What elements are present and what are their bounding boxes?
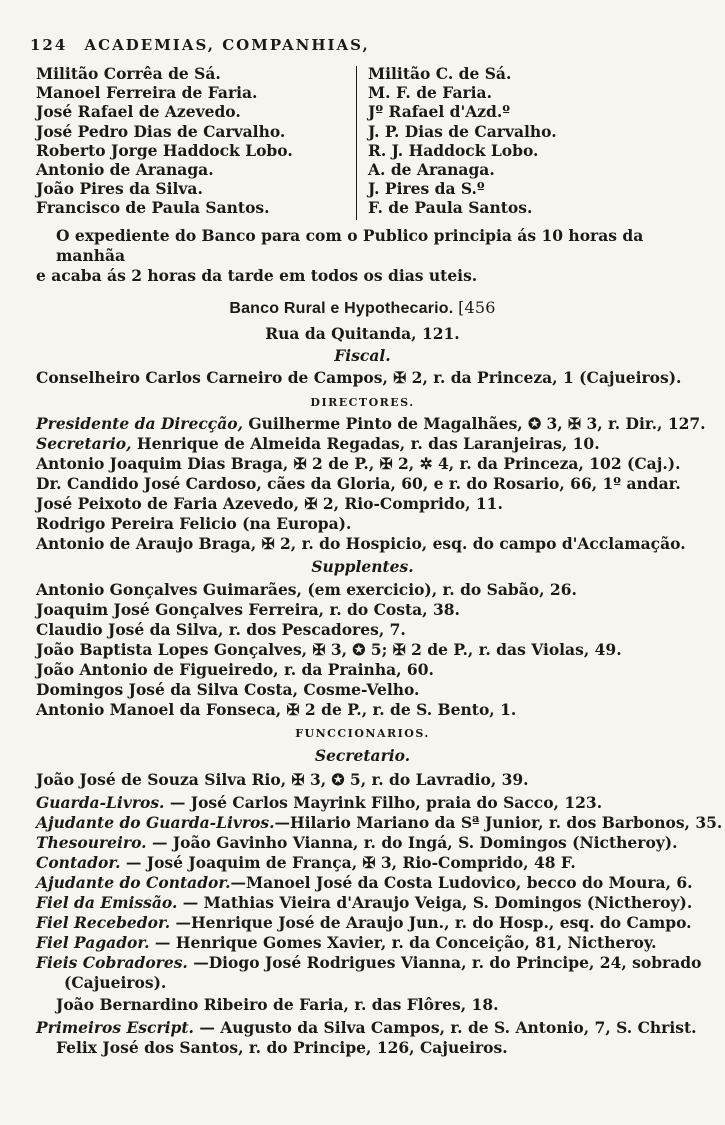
escript-continuation: Felix José dos Santos, r. do Principe, 126, Cajueiros. [56, 1038, 508, 1057]
director-entry: Rodrigo Pereira Felicio (na Europa). [36, 514, 352, 533]
director-details: Henrique de Almeida Regadas, r. das Laranjeiras, 10. [136, 434, 600, 453]
director-entry: Dr. Candido José Cardoso, cães da Gloria, 60, e r. do Rosario, 66, 1º andar. [36, 474, 681, 493]
signatory-abbrev: Jº Rafael d'Azd.º [368, 102, 511, 122]
staff-role: Fiel Pagador. [36, 933, 150, 952]
staff-entry [36, 893, 693, 912]
fiscal-entry: Conselheiro Carlos Carneiro de Campos, ✠ 2, r. da Princeza, 1 (Cajueiros). [36, 368, 682, 387]
running-header [30, 36, 690, 54]
signatory-name: Antonio de Aranaga. [36, 160, 214, 180]
running-title: ACADEMIAS, COMPANHIAS, [84, 36, 370, 54]
staff-entry [36, 953, 702, 972]
signatory-name: Manoel Ferreira de Faria. [36, 83, 258, 103]
signatory-abbrev: J. P. Dias de Carvalho. [368, 121, 557, 141]
secretario-entry: João José de Souza Silva Rio, ✠ 3, ✪ 5, r. do Lavradio, 39. [36, 770, 529, 789]
staff-entry [36, 933, 686, 952]
staff-continuation: (Cajueiros). [64, 973, 167, 992]
staff-details: — José Joaquim de França, ✠ 3, Rio-Comprido, 48 F. [120, 853, 576, 872]
staff-details: —Hilario Mariano da Sª Junior, r. dos Barbonos, 35. [274, 813, 723, 832]
staff-role: Contador. [36, 853, 121, 872]
supplentes-heading: Supplentes. [311, 557, 414, 576]
bank-name: Banco Rural e Hypothecario. [229, 300, 454, 317]
supplente-entry: João Antonio de Figueiredo, r. da Prainha, 60. [36, 660, 434, 679]
signatory-name: João Pires da Silva. [36, 179, 203, 199]
staff-entry [36, 853, 686, 872]
staff-entry [36, 873, 693, 892]
staff-details: — Henrique Gomes Xavier, r. da Conceição, 81, Nictheroy. [149, 933, 657, 952]
supplente-entry: Claudio José da Silva, r. dos Pescadores, 7. [36, 620, 406, 639]
paragraph-line: O expediente do Banco para com o Publico principia ás 10 horas da manhãa [56, 226, 644, 265]
funccionarios-heading: FUNCCIONARIOS. [295, 727, 430, 740]
opening-hours-paragraph [36, 226, 686, 286]
staff-entry [36, 793, 686, 812]
signatory-name: José Rafael de Azevedo. [36, 102, 241, 122]
signatory-name: Roberto Jorge Haddock Lobo. [36, 140, 293, 160]
staff-role: Ajudante do Guarda-Livros. [36, 813, 275, 832]
signatory-name: Militão Corrêa de Sá. [36, 64, 221, 83]
page-number: 124 [30, 36, 68, 54]
staff-details: —Henrique José de Araujo Jun., r. do Hosp., esq. do Campo. [170, 913, 692, 932]
signatory-abbrev: R. J. Haddock Lobo. [368, 140, 539, 160]
signatory-abbrev: F. de Paula Santos. [368, 198, 533, 218]
staff-continuation: João Bernardino Ribeiro de Faria, r. das Flôres, 18. [56, 995, 499, 1014]
director-entry [36, 414, 706, 433]
signatory-abbrev: J. Pires da S.º [368, 179, 485, 199]
staff-role: Fiel da Emissão. [36, 893, 178, 912]
signatory-abbrev: A. de Aranaga. [368, 160, 495, 180]
signatories-abbreviated [368, 64, 686, 218]
staff-details: —Diogo José Rodrigues Vianna, r. do Principe, 24, sobrado [187, 953, 702, 972]
column-divider [356, 66, 357, 220]
staff-role: Fieis Cobradores. [36, 953, 188, 972]
staff-entry [36, 913, 692, 932]
staff-role: Ajudante do Contador. [36, 873, 231, 892]
staff-entry [36, 833, 686, 852]
supplente-entry: Domingos José da Silva Costa, Cosme-Velho. [36, 680, 420, 699]
paragraph-line: e acaba ás 2 horas da tarde em todos os dias uteis. [36, 266, 478, 285]
directors-heading: DIRECTORES. [310, 396, 415, 409]
staff-role: Thesoureiro. [36, 833, 147, 852]
signatory-name: Francisco de Paula Santos. [36, 198, 270, 218]
staff-role: Fiel Recebedor. [36, 913, 171, 932]
bank-number: [456 [458, 298, 496, 317]
director-entry [36, 434, 686, 453]
staff-details: — Mathias Vieira d'Araujo Veiga, S. Domingos (Nictheroy). [177, 893, 693, 912]
director-entry: Antonio de Araujo Braga, ✠ 2, r. do Hospicio, esq. do campo d'Acclamação. [36, 534, 686, 553]
staff-role: Guarda-Livros. [36, 793, 165, 812]
fiscal-heading: Fiscal. [334, 346, 391, 365]
staff-role: Primeiros Escript. [36, 1018, 194, 1037]
staff-details: — José Carlos Mayrink Filho, praia do Sacco, 123. [164, 793, 603, 812]
signatory-abbrev: Militão C. de Sá. [368, 64, 512, 83]
director-details: Guilherme Pinto de Magalhães, ✪ 3, ✠ 3, r. Dir., 127. [248, 414, 706, 433]
director-entry: José Peixoto de Faria Azevedo, ✠ 2, Rio-Comprido, 11. [36, 494, 503, 513]
signatory-name: José Pedro Dias de Carvalho. [36, 121, 286, 141]
director-role: Presidente da Direcção, [36, 414, 243, 433]
bank-address: Rua da Quitanda, 121. [265, 324, 460, 343]
bank-title [0, 298, 725, 318]
staff-details: — Augusto da Silva Campos, r. de S. Antonio, 7, S. Christ. [193, 1018, 697, 1037]
supplente-entry: Antonio Manoel da Fonseca, ✠ 2 de P., r. de S. Bento, 1. [36, 700, 517, 719]
escript-entry [36, 1018, 697, 1037]
director-entry: Antonio Joaquim Dias Braga, ✠ 2 de P., ✠ 2, ✲ 4, r. da Princeza, 102 (Caj.). [36, 454, 681, 473]
staff-entry [36, 813, 723, 832]
supplente-entry: Joaquim José Gonçalves Ferreira, r. do Costa, 38. [36, 600, 460, 619]
supplente-entry: Antonio Gonçalves Guimarães, (em exercicio), r. do Sabão, 26. [36, 580, 577, 599]
signatories-full-names [36, 64, 351, 218]
signatory-abbrev: M. F. de Faria. [368, 83, 492, 103]
staff-details: —Manoel José da Costa Ludovico, becco do Moura, 6. [230, 873, 693, 892]
secretario-heading: Secretario. [314, 746, 411, 765]
staff-details: — João Gavinho Vianna, r. do Ingá, S. Domingos (Nictheroy). [146, 833, 678, 852]
director-role: Secretario, [36, 434, 132, 453]
supplente-entry: João Baptista Lopes Gonçalves, ✠ 3, ✪ 5; ✠ 2 de P., r. das Violas, 49. [36, 640, 622, 659]
